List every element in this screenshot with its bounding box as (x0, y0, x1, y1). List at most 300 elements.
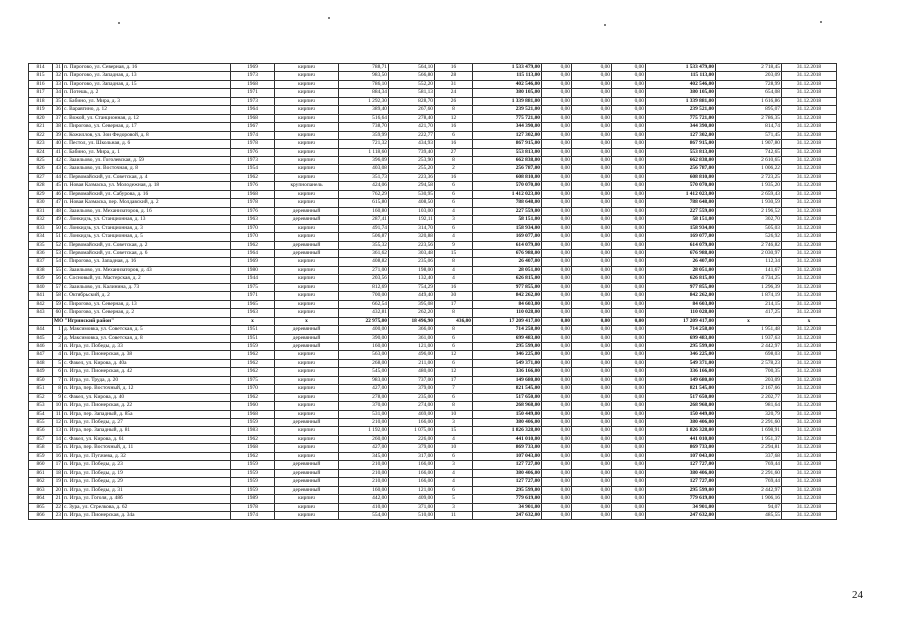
living-area: 361,00 (389, 334, 435, 342)
debt-amount: 2 291,60 (716, 419, 782, 427)
living-area: 564,10 (389, 64, 435, 72)
total-area: 424,06 (339, 182, 389, 190)
total-amount: 1 826 328,00 (473, 427, 542, 435)
address: п. Игра, ул. Пионерская, д. 38 (63, 351, 231, 359)
address: п. Потешь, д. 2 (63, 89, 231, 97)
address: с. Факел, ул. Кирова, д. 40а (63, 359, 231, 367)
col-zero-1: 0,00 (542, 283, 572, 291)
local-index: 51 (53, 233, 63, 241)
col-zero-2: 0,00 (572, 216, 612, 224)
build-year: 1970 (231, 224, 275, 232)
row-number: 832 (29, 216, 53, 224)
address: с. Первомайский, ул. Советская, д. 6 (63, 249, 231, 257)
row-number: 863 (29, 486, 53, 494)
col-zero-3: 0,00 (612, 376, 646, 384)
col-zero-3: 0,00 (612, 97, 646, 105)
table-row (29, 64, 837, 72)
col-zero-3: 0,00 (612, 435, 646, 443)
table-row (29, 444, 837, 452)
living-area: 166,00 (389, 419, 435, 427)
scan-speck (118, 22, 120, 24)
local-index: 39 (53, 131, 63, 139)
residents-count: 26 (435, 97, 473, 105)
col-zero-3: 0,00 (612, 342, 646, 350)
total-amount: 977 855,00 (473, 283, 542, 291)
address: п. Игра, ул. Победы, д. 19 (63, 469, 231, 477)
table-row (29, 402, 837, 410)
residents-count: 6 (435, 393, 473, 401)
sum-amount: 127 727,00 (646, 478, 716, 486)
col-zero-2: 0,00 (572, 114, 612, 122)
living-area: 510,00 (389, 512, 435, 520)
address: с. Сосновый, ул. Мастерская, д. 2 (63, 275, 231, 283)
col-zero-1: 0,00 (542, 309, 572, 317)
report-date: 31.12.2018 (782, 368, 837, 376)
col-zero-1: 0,00 (542, 300, 572, 308)
debt-amount: 981,64 (716, 402, 782, 410)
col-zero-2: 0,00 (572, 461, 612, 469)
col-zero-3: 0,00 (612, 148, 646, 156)
residents-count: 27 (435, 148, 473, 156)
living-area: 552,20 (389, 80, 435, 88)
col-zero-3: 0,00 (612, 461, 646, 469)
total-area: 615,80 (339, 199, 389, 207)
total-amount: 1 412 023,00 (473, 190, 542, 198)
col-zero-3: 0,00 (612, 486, 646, 494)
address: с. Кожиллов, ул. Зои Федоровой, д. 8 (63, 131, 231, 139)
build-year: 1971 (231, 89, 275, 97)
debt-amount: 2 202,77 (716, 393, 782, 401)
table-row (29, 495, 837, 503)
build-year: 1974 (231, 512, 275, 520)
sum-amount: 821 545,00 (646, 385, 716, 393)
col-zero-2: 0,00 (572, 376, 612, 384)
col-zero-1: 0,00 (542, 275, 572, 283)
residents-count: 4 (435, 233, 473, 241)
build-year: 1975 (231, 283, 275, 291)
residents-count: 12 (435, 368, 473, 376)
sum-amount: 608 810,00 (646, 173, 716, 181)
table-row (29, 80, 837, 88)
col-zero-3: 0,00 (612, 452, 646, 460)
debt-amount: 2 442,97 (716, 342, 782, 350)
sum-amount: 775 721,00 (646, 114, 716, 122)
debt-amount: 203,09 (716, 376, 782, 384)
report-date: 31.12.2018 (782, 326, 837, 334)
address: с. Первомайский, ул. Советская, д. 2 (63, 241, 231, 249)
residents-count: 16 (435, 140, 473, 148)
residents-count: 4 (435, 435, 473, 443)
report-date: 31.12.2018 (782, 97, 837, 105)
living-area: 530,95 (389, 190, 435, 198)
row-number: 838 (29, 266, 53, 274)
group-col-zero-3: 0,00 (612, 317, 646, 325)
col-zero-2: 0,00 (572, 359, 612, 367)
table-row (29, 207, 837, 215)
total-amount: 517 650,00 (473, 393, 542, 401)
build-year: 1959 (231, 478, 275, 486)
group-total-area: 22 975,00 (339, 317, 389, 325)
col-zero-3: 0,00 (612, 283, 646, 291)
row-number: 836 (29, 249, 53, 257)
col-zero-1: 0,00 (542, 385, 572, 393)
col-zero-1: 0,00 (542, 410, 572, 418)
table-row (29, 199, 837, 207)
table-row (29, 283, 837, 291)
col-zero-1: 0,00 (542, 241, 572, 249)
row-number: 818 (29, 97, 53, 105)
col-zero-1: 0,00 (542, 72, 572, 80)
col-zero-2: 0,00 (572, 393, 612, 401)
residents-count: 17 (435, 376, 473, 384)
debt-amount: 698,03 (716, 351, 782, 359)
address: п. Игра, ул. Пионерская, д. 42 (63, 368, 231, 376)
group-total-amount: 17 209 417,00 (473, 317, 542, 325)
report-date: 31.12.2018 (782, 385, 837, 393)
sum-amount: 268 968,00 (646, 402, 716, 410)
table-row (29, 410, 837, 418)
build-year: 1962 (231, 393, 275, 401)
wall-material: кирпич (275, 72, 339, 80)
local-index: 46 (53, 190, 63, 198)
total-amount: 570 070,00 (473, 182, 542, 190)
sum-amount: 247 632,00 (646, 512, 716, 520)
address: с. Зааильово, ул. Гоголевская, д. 59 (63, 156, 231, 164)
local-index: 6 (53, 368, 63, 376)
wall-material: кирпич (275, 123, 339, 131)
local-index: 4 (53, 351, 63, 359)
col-zero-1: 0,00 (542, 427, 572, 435)
sum-amount: 614 079,00 (646, 241, 716, 249)
build-year: 1970 (231, 233, 275, 241)
local-index: 16 (53, 452, 63, 460)
col-zero-3: 0,00 (612, 469, 646, 477)
total-amount: 380 406,00 (473, 469, 542, 477)
total-amount: 441 010,00 (473, 435, 542, 443)
wall-material: кирпич (275, 89, 339, 97)
total-area: 427,00 (339, 385, 389, 393)
wall-material: кирпич (275, 173, 339, 181)
local-index: 49 (53, 216, 63, 224)
total-area: 1 118,60 (339, 148, 389, 156)
build-year: 1962 (231, 452, 275, 460)
local-index: 21 (53, 495, 63, 503)
address: п. Игра, ул. Победы, д. 27 (63, 419, 231, 427)
col-zero-1: 0,00 (542, 148, 572, 156)
build-year: 1959 (231, 461, 275, 469)
table-row (29, 266, 837, 274)
col-zero-1: 0,00 (542, 461, 572, 469)
debt-amount: 2 578,23 (716, 359, 782, 367)
total-amount: 158 934,00 (473, 224, 542, 232)
col-zero-2: 0,00 (572, 156, 612, 164)
debt-amount: 2 718,45 (716, 64, 782, 72)
total-area: 442,00 (339, 495, 389, 503)
table-row (29, 156, 837, 164)
report-date: 31.12.2018 (782, 512, 837, 520)
wall-material: кирпич (275, 199, 339, 207)
table-row (29, 300, 837, 308)
col-zero-3: 0,00 (612, 173, 646, 181)
total-area: 1 292,30 (339, 97, 389, 105)
col-zero-1: 0,00 (542, 444, 572, 452)
col-zero-2: 0,00 (572, 258, 612, 266)
col-zero-1: 0,00 (542, 233, 572, 241)
total-amount: 127 727,00 (473, 478, 542, 486)
col-zero-3: 0,00 (612, 410, 646, 418)
row-number: 819 (29, 106, 53, 114)
residents-count: 8 (435, 326, 473, 334)
col-zero-1: 0,00 (542, 326, 572, 334)
debt-amount: 485,55 (716, 512, 782, 520)
address: д. Максимовка, ул. Советская, д. 5 (63, 326, 231, 334)
debt-amount: 1 951,48 (716, 326, 782, 334)
report-date: 31.12.2018 (782, 486, 837, 494)
address: с. Пестол, ул. Школьная, д. 6 (63, 140, 231, 148)
register-sheet (28, 63, 836, 520)
sum-amount: 570 070,00 (646, 182, 716, 190)
row-number: 835 (29, 241, 53, 249)
table-row (29, 190, 837, 198)
row-number: 837 (29, 258, 53, 266)
wall-material: кирпич (275, 233, 339, 241)
col-zero-2: 0,00 (572, 148, 612, 156)
build-year: 1969 (231, 258, 275, 266)
living-area: 121,00 (389, 486, 435, 494)
page-number: 24 (852, 589, 863, 601)
table-row (29, 89, 837, 97)
local-index: 17 (53, 461, 63, 469)
wall-material: кирпич (275, 106, 339, 114)
total-amount: 84 603,00 (473, 300, 542, 308)
wall-material: деревянный (275, 249, 339, 257)
col-zero-1: 0,00 (542, 131, 572, 139)
living-area: 198,00 (389, 266, 435, 274)
col-zero-3: 0,00 (612, 190, 646, 198)
total-amount: 115 113,00 (473, 72, 542, 80)
residents-count: 4 (435, 275, 473, 283)
local-index: 53 (53, 249, 63, 257)
total-amount: 1 533 479,00 (473, 64, 542, 72)
living-area: 262,20 (389, 309, 435, 317)
total-area: 812,69 (339, 283, 389, 291)
col-zero-3: 0,00 (612, 106, 646, 114)
table-row (29, 275, 837, 283)
local-index: 19 (53, 478, 63, 486)
report-date: 31.12.2018 (782, 190, 837, 198)
residents-count: 8 (435, 106, 473, 114)
build-year: 1968 (231, 80, 275, 88)
local-index: 40 (53, 140, 63, 148)
local-index: 3 (53, 342, 63, 350)
residents-count: 8 (435, 402, 473, 410)
report-date: 31.12.2018 (782, 64, 837, 72)
col-zero-3: 0,00 (612, 495, 646, 503)
total-area: 390,00 (339, 334, 389, 342)
table-row (29, 140, 837, 148)
col-zero-3: 0,00 (612, 131, 646, 139)
group-row-number (29, 317, 53, 325)
local-index: 50 (53, 224, 63, 232)
total-area: 345,00 (339, 452, 389, 460)
total-area: 355,32 (339, 241, 389, 249)
wall-material: деревянный (275, 486, 339, 494)
row-number: 821 (29, 123, 53, 131)
total-amount: 699 483,00 (473, 334, 542, 342)
row-number: 859 (29, 452, 53, 460)
total-amount: 268 968,00 (473, 402, 542, 410)
residents-count: 3 (435, 216, 473, 224)
residents-count: 6 (435, 190, 473, 198)
living-area: 581,13 (389, 89, 435, 97)
debt-amount: 1 937,63 (716, 334, 782, 342)
col-zero-3: 0,00 (612, 123, 646, 131)
address: с. Бабино, ул. Мира, д. 3 (63, 97, 231, 105)
local-index: 9 (53, 393, 63, 401)
total-area: 554,00 (339, 512, 389, 520)
sum-amount: 1 533 479,00 (646, 64, 716, 72)
wall-material: кирпич (275, 131, 339, 139)
debt-amount: 417,25 (716, 309, 782, 317)
wall-material: деревянный (275, 469, 339, 477)
sum-amount: 676 988,00 (646, 249, 716, 257)
local-index: 60 (53, 309, 63, 317)
total-area: 361,62 (339, 249, 389, 257)
col-zero-2: 0,00 (572, 368, 612, 376)
row-number: 845 (29, 334, 53, 342)
residents-count: 10 (435, 410, 473, 418)
wall-material: деревянный (275, 241, 339, 249)
col-zero-1: 0,00 (542, 258, 572, 266)
living-area: 121,00 (389, 342, 435, 350)
table-row (29, 249, 837, 257)
col-zero-3: 0,00 (612, 300, 646, 308)
col-zero-3: 0,00 (612, 368, 646, 376)
address: с. Лонкидзь, ул. Станционная, д. 5 (63, 233, 231, 241)
table-row (29, 368, 837, 376)
report-date: 31.12.2018 (782, 503, 837, 511)
table-row (29, 123, 837, 131)
col-zero-2: 0,00 (572, 199, 612, 207)
local-index: 8 (53, 385, 63, 393)
col-zero-3: 0,00 (612, 359, 646, 367)
register-rows (29, 64, 837, 520)
wall-material: деревянный (275, 461, 339, 469)
sum-amount: 867 915,00 (646, 140, 716, 148)
living-area: 320,88 (389, 233, 435, 241)
debt-amount: 94,07 (716, 503, 782, 511)
group-build-year: x (231, 317, 275, 325)
total-amount: 127 302,00 (473, 131, 542, 139)
row-number: 860 (29, 461, 53, 469)
col-zero-1: 0,00 (542, 503, 572, 511)
sum-amount: 869 733,00 (646, 444, 716, 452)
living-area: 103,00 (389, 207, 435, 215)
total-amount: 626 815,00 (473, 275, 542, 283)
build-year: 1976 (231, 148, 275, 156)
address: с. Вожой, ул. Станционная, д. 12 (63, 114, 231, 122)
total-area: 721,32 (339, 140, 389, 148)
table-row (29, 452, 837, 460)
report-date: 31.12.2018 (782, 148, 837, 156)
debt-amount: 2 442,97 (716, 486, 782, 494)
living-area: 379,00 (389, 444, 435, 452)
report-date: 31.12.2018 (782, 131, 837, 139)
total-area: 531,00 (339, 410, 389, 418)
row-number: 827 (29, 173, 53, 181)
col-zero-2: 0,00 (572, 334, 612, 342)
sum-amount: 107 043,00 (646, 452, 716, 460)
debt-amount: 337,68 (716, 452, 782, 460)
address: п. Игра, пер. Восточный, д. 12 (63, 385, 231, 393)
wall-material: кирпич (275, 300, 339, 308)
col-zero-2: 0,00 (572, 249, 612, 257)
sum-amount: 149 680,00 (646, 376, 716, 384)
row-number: 864 (29, 495, 53, 503)
table-row (29, 376, 837, 384)
total-amount: 295 599,00 (473, 342, 542, 350)
table-row (29, 131, 837, 139)
address: с. Первомайский, ул. Советская, д. 4 (63, 173, 231, 181)
row-number: 830 (29, 199, 53, 207)
row-number: 849 (29, 368, 53, 376)
address: с. Зааильово, ул. Калинина, д. 73 (63, 283, 231, 291)
wall-material: деревянный (275, 334, 339, 342)
row-number: 853 (29, 402, 53, 410)
build-year: 1973 (231, 72, 275, 80)
report-date: 31.12.2018 (782, 435, 837, 443)
report-date: 31.12.2018 (782, 156, 837, 164)
build-year: 1951 (231, 334, 275, 342)
report-date: 31.12.2018 (782, 72, 837, 80)
col-zero-1: 0,00 (542, 469, 572, 477)
group-residents-count: 436,00 (435, 317, 473, 325)
col-zero-1: 0,00 (542, 207, 572, 215)
address: с. Пирогово, ул. Северная, д. 13 (63, 300, 231, 308)
col-zero-1: 0,00 (542, 114, 572, 122)
total-amount: 676 988,00 (473, 249, 542, 257)
local-index: 55 (53, 266, 63, 274)
build-year: 1944 (231, 275, 275, 283)
wall-material: кирпич (275, 427, 339, 435)
wall-material: кирпич (275, 97, 339, 105)
sum-amount: 380 406,00 (646, 419, 716, 427)
total-amount: 150 449,00 (473, 410, 542, 418)
local-index: 13 (53, 427, 63, 435)
report-date: 31.12.2018 (782, 224, 837, 232)
total-area: 268,00 (339, 359, 389, 367)
report-date: 31.12.2018 (782, 342, 837, 350)
table-row (29, 173, 837, 181)
col-zero-2: 0,00 (572, 165, 612, 173)
build-year: 1962 (231, 359, 275, 367)
debt-amount: 2 030,97 (716, 249, 782, 257)
report-date: 31.12.2018 (782, 165, 837, 173)
total-amount: 107 043,00 (473, 452, 542, 460)
col-zero-3: 0,00 (612, 427, 646, 435)
address: с. Зааильово, ул. Механизаторов, д. 16 (63, 207, 231, 215)
col-zero-2: 0,00 (572, 190, 612, 198)
col-zero-2: 0,00 (572, 123, 612, 131)
table-row (29, 148, 837, 156)
total-area: 506,87 (339, 233, 389, 241)
wall-material: кирпич (275, 224, 339, 232)
address: с. Факел, ул. Кирова, д. 61 (63, 435, 231, 443)
row-number: 856 (29, 427, 53, 435)
total-area: 738,70 (339, 123, 389, 131)
living-area: 222,77 (389, 131, 435, 139)
sum-amount: 346 225,00 (646, 351, 716, 359)
